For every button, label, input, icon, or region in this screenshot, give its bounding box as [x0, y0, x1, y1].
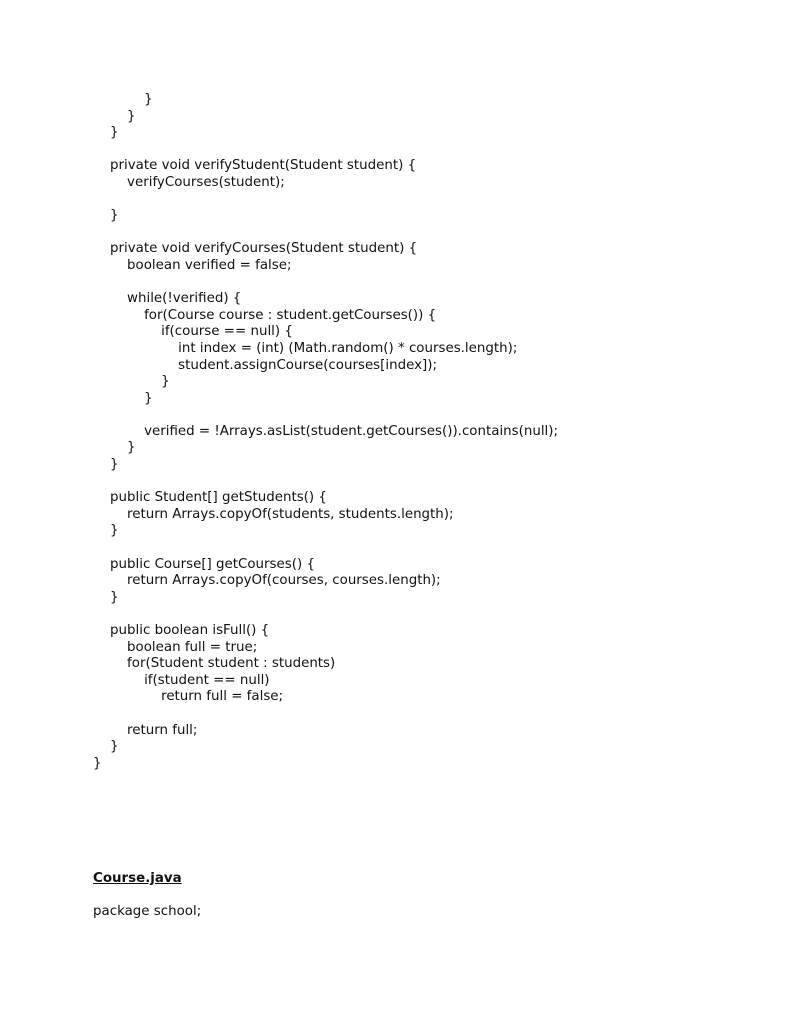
code-line: return full = false; [93, 689, 284, 705]
code-line: } [93, 374, 170, 390]
code-line [93, 540, 558, 557]
code-line: return Arrays.copyOf(courses, courses.length); [93, 573, 441, 589]
code-line [93, 606, 558, 623]
code-line: if(student == null) [93, 672, 270, 688]
code-line: private void verifyStudent(Student student) { [93, 158, 417, 174]
code-block [93, 92, 558, 772]
code-line: } [93, 523, 119, 539]
code-line: verified = !Arrays.asList(student.getCourses()).contains(null); [93, 423, 558, 439]
code-line: return full; [93, 722, 198, 738]
code-line: for(Student student : students) [93, 656, 336, 672]
code-line: } [93, 92, 153, 107]
code-line: } [93, 755, 102, 771]
code-line: verifyCourses(student); [93, 174, 285, 190]
code-line: for(Course course : student.getCourses()) { [93, 307, 437, 323]
code-line: boolean verified = false; [93, 257, 292, 273]
code-line: student.assignCourse(courses[index]); [93, 357, 437, 373]
code-line: } [93, 440, 136, 456]
code-line [93, 275, 558, 292]
code-line: public Student[] getStudents() { [93, 490, 327, 506]
code-line: } [93, 739, 119, 755]
code-line: } [93, 390, 153, 406]
code-line: private void verifyCourses(Student student) { [93, 241, 418, 257]
code-line: } [93, 457, 119, 473]
code-line: boolean full = true; [93, 639, 258, 655]
code-line [93, 706, 558, 723]
code-line: } [93, 208, 119, 224]
code-line [93, 142, 558, 159]
code-line: if(course == null) { [93, 324, 293, 340]
code-line: return Arrays.copyOf(students, students.length); [93, 506, 454, 522]
code-line [93, 225, 558, 242]
package-declaration: package school; [93, 904, 202, 919]
section-heading-course-java: Course.java [93, 871, 182, 886]
code-line [93, 474, 558, 491]
code-line [93, 407, 558, 424]
code-line: public Course[] getCourses() { [93, 556, 315, 572]
code-line: int index = (int) (Math.random() * courses.length); [93, 340, 518, 356]
code-line: } [93, 108, 136, 124]
code-line: } [93, 589, 119, 605]
code-line [93, 192, 558, 209]
code-line: } [93, 125, 119, 141]
code-line: public boolean isFull() { [93, 623, 270, 638]
code-line: while(!verified) { [93, 291, 242, 307]
